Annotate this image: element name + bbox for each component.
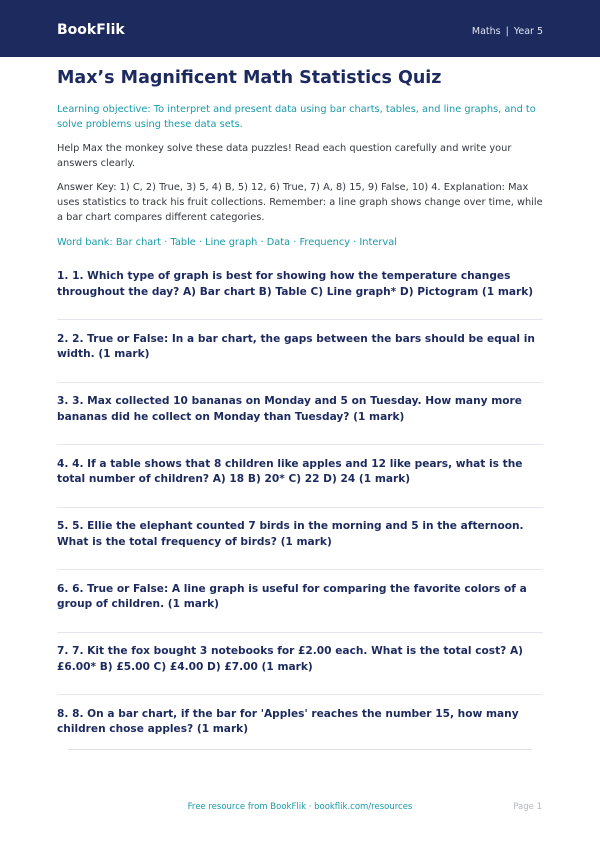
question-text: 2. 2. True or False: In a bar chart, the gaps between the bars should be equal in width. (1 mark): [57, 332, 535, 361]
intro-text: Help Max the monkey solve these data puzzles! Read each question carefully and write your answers clearly.: [57, 143, 512, 169]
question-item: [57, 394, 543, 457]
subject-label: Maths: [471, 26, 501, 37]
question-text: 5. 5. Ellie the elephant counted 7 birds in the morning and 5 in the afternoon. What is the total frequency of birds? (1 mark): [57, 520, 524, 548]
question-item: [57, 644, 543, 707]
answer-line[interactable]: [57, 632, 543, 633]
page-title: Max’s Magnificent Math Statistics Quiz: [57, 68, 442, 88]
question-item: [57, 519, 543, 582]
question-item: [57, 582, 543, 645]
question-text: 8. 8. On a bar chart, if the bar for 'Apples' reaches the number 15, how many children chose apples? (1 mark): [57, 707, 519, 736]
question-text: 1. 1. Which type of graph is best for showing how the temperature changes throughout the day? A) Bar chart B) Table C) Line graph* D) Pictogram (1 mark): [57, 270, 534, 298]
subject-year-label: [472, 26, 543, 38]
page-number: Page 1: [513, 802, 542, 812]
meta-separator: |: [505, 26, 509, 37]
page-header: [0, 0, 600, 57]
learning-objective: Learning objective: To interpret and present data using bar charts, tables, and line graphs, and to solve problems using these data sets.: [57, 104, 536, 130]
question-item: [57, 332, 543, 395]
answer-line[interactable]: [57, 694, 543, 695]
answer-line[interactable]: [57, 382, 543, 383]
question-text: 7. 7. Kit the fox bought 3 notebooks for £2.00 each. What is the total cost? A) £6.00* B) £5.00 C) £4.00 D) £7.00 (1 mark): [57, 645, 524, 673]
answer-line[interactable]: [57, 569, 543, 570]
question-text: 3. 3. Max collected 10 bananas on Monday and 5 on Tuesday. How many more bananas did he collect on Monday than Tuesday? (1 mark): [57, 395, 522, 423]
answer-line[interactable]: [57, 507, 543, 508]
question-item: [57, 707, 543, 770]
answer-key: Answer Key: 1) C, 2) True, 3) 5, 4) B, 5) 12, 6) True, 7) A, 8) 15, 9) False, 10) 4. Explanation: Max uses statistics to track his fruit collections. Remember: a line graph shows change over time, while a bar chart compares different categories.: [57, 182, 543, 223]
question-text: 6. 6. True or False: A line graph is useful for comparing the favorite colors of a group of children. (1 mark): [57, 582, 527, 611]
answer-line[interactable]: [68, 749, 532, 750]
worksheet-content: [57, 64, 543, 769]
word-bank: Word bank: Bar chart · Table · Line graph · Data · Frequency · Interval: [57, 237, 397, 249]
brand-logo-text[interactable]: BookFlik: [57, 22, 125, 38]
question-item: [57, 457, 543, 520]
question-text: 4. 4. If a table shows that 8 children like apples and 12 like pears, what is the total number of children? A) 18 B) 20* C) 22 D) 24 (1 mark): [57, 457, 523, 486]
question-list: [57, 269, 543, 769]
page-footer: [0, 801, 600, 815]
answer-line[interactable]: [57, 319, 543, 320]
footer-resource-link[interactable]: Free resource from BookFlik · bookflik.com/resources: [187, 802, 413, 812]
year-label: Year 5: [513, 26, 543, 37]
question-item: [57, 269, 543, 332]
answer-line[interactable]: [57, 444, 543, 445]
